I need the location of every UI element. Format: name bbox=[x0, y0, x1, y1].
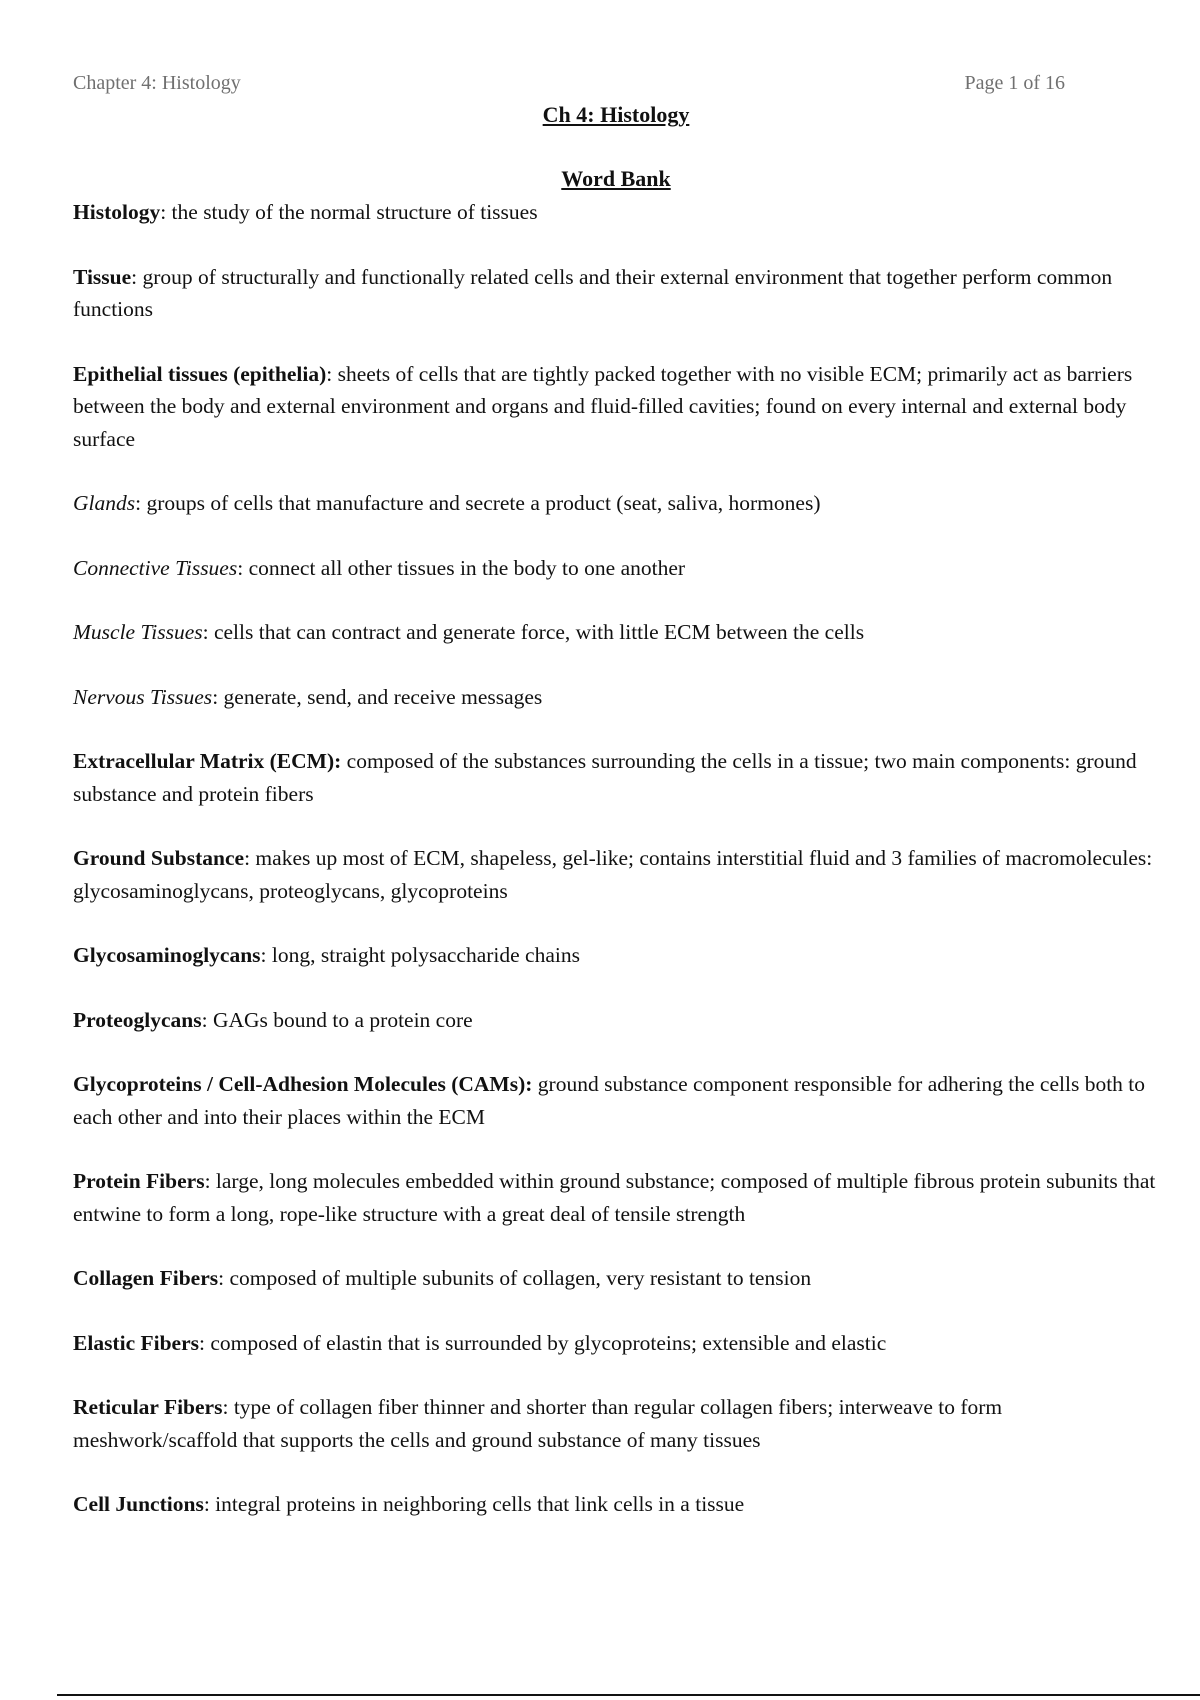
word-bank-entry bbox=[73, 1327, 1163, 1360]
entry-definition: : composed of elastin that is surrounded by glycoproteins; extensible and elastic bbox=[199, 1330, 887, 1355]
entry-term: Glycosaminoglycans bbox=[73, 943, 261, 967]
word-bank-entry bbox=[73, 1262, 1163, 1295]
word-bank-entry bbox=[73, 745, 1163, 810]
entry-definition: : groups of cells that manufacture and secrete a product (seat, saliva, hormones) bbox=[135, 491, 821, 515]
word-bank-entry bbox=[73, 487, 1163, 520]
entry-definition: : large, long molecules embedded within ground substance; composed of multiple fibrous protein subunits that entwine to form a long, rope-like structure with a great deal of tensile strength bbox=[73, 1169, 1156, 1226]
page-number: Page 1 of 16 bbox=[964, 72, 1065, 94]
entry-term: Elastic Fibers bbox=[73, 1330, 199, 1355]
entry-definition: : group of structurally and functionally related cells and their external environment that together perform common functions bbox=[73, 264, 1113, 321]
chapter-label: Chapter 4: Histology bbox=[73, 72, 241, 94]
entry-definition: : cells that can contract and generate force, with little ECM between the cells bbox=[202, 620, 865, 644]
entry-definition: : composed of multiple subunits of collagen, very resistant to tension bbox=[218, 1266, 812, 1290]
entry-term: Reticular Fibers bbox=[73, 1395, 223, 1419]
entry-definition: : GAGs bound to a protein core bbox=[201, 1007, 473, 1032]
entry-definition: ground substance component responsible for adhering the cells both to each other and into their places within the ECM bbox=[73, 1072, 1146, 1129]
entry-term: Proteoglycans bbox=[73, 1007, 202, 1032]
entry-definition: : type of collagen fiber thinner and shorter than regular collagen fibers; interweave to form meshwork/scaffold that supports the cells and ground substance of many tissues bbox=[73, 1395, 1003, 1452]
word-bank-list bbox=[73, 196, 1163, 1553]
entry-term: Extracellular Matrix (ECM): bbox=[73, 749, 342, 773]
word-bank-entry bbox=[73, 681, 1163, 714]
entry-term: Cell Junctions bbox=[73, 1492, 204, 1516]
word-bank-entry bbox=[73, 1165, 1163, 1230]
word-bank-entry bbox=[73, 939, 1163, 972]
entry-term: Histology bbox=[73, 200, 161, 224]
entry-definition: : connect all other tissues in the body to one another bbox=[237, 555, 686, 580]
entry-definition: : long, straight polysaccharide chains bbox=[260, 943, 580, 967]
entry-term: Epithelial tissues (epithelia) bbox=[73, 361, 327, 386]
entry-definition: composed of the substances surrounding the cells in a tissue; two main components: ground substance and protein fibers bbox=[73, 749, 1137, 806]
section-title: Word Bank bbox=[561, 166, 671, 191]
entry-term: Tissue bbox=[73, 264, 132, 289]
word-bank-entry bbox=[73, 1068, 1163, 1133]
entry-definition: : generate, send, and receive messages bbox=[212, 684, 543, 709]
entry-definition: : makes up most of ECM, shapeless, gel-like; contains interstitial fluid and 3 families of macromolecules: glycosaminoglycans, proteoglycans, glycoproteins bbox=[73, 846, 1153, 903]
entry-term: Protein Fibers bbox=[73, 1169, 205, 1193]
entry-definition: : the study of the normal structure of tissues bbox=[160, 200, 538, 224]
word-bank-entry bbox=[73, 1004, 1163, 1037]
word-bank-entry bbox=[73, 616, 1163, 649]
word-bank-entry bbox=[73, 1488, 1163, 1521]
entry-definition: : integral proteins in neighboring cells that link cells in a tissue bbox=[203, 1492, 745, 1516]
entry-term: Glycoproteins / Cell-Adhesion Molecules (CAMs): bbox=[73, 1072, 533, 1096]
word-bank-entry bbox=[73, 261, 1163, 326]
word-bank-entry bbox=[73, 552, 1163, 585]
entry-term: Collagen Fibers bbox=[73, 1266, 219, 1290]
page-header bbox=[73, 72, 1065, 100]
entry-term: Connective Tissues bbox=[73, 555, 238, 580]
word-bank-entry bbox=[73, 842, 1163, 907]
entry-definition: : sheets of cells that are tightly packed together with no visible ECM; primarily act as barriers between the body and external environment and organs and fluid-filled cavities; found on every internal and external body surface bbox=[73, 361, 1133, 451]
entry-term: Ground Substance bbox=[73, 846, 245, 870]
word-bank-entry bbox=[73, 358, 1163, 456]
page-title: Ch 4: Histology bbox=[542, 102, 690, 127]
word-bank-entry bbox=[73, 196, 1163, 229]
word-bank-entry bbox=[73, 1391, 1163, 1456]
entry-term: Nervous Tissues bbox=[73, 684, 213, 709]
entry-term: Glands bbox=[73, 491, 136, 515]
entry-term: Muscle Tissues bbox=[73, 620, 203, 644]
footer-divider bbox=[57, 1694, 1200, 1696]
